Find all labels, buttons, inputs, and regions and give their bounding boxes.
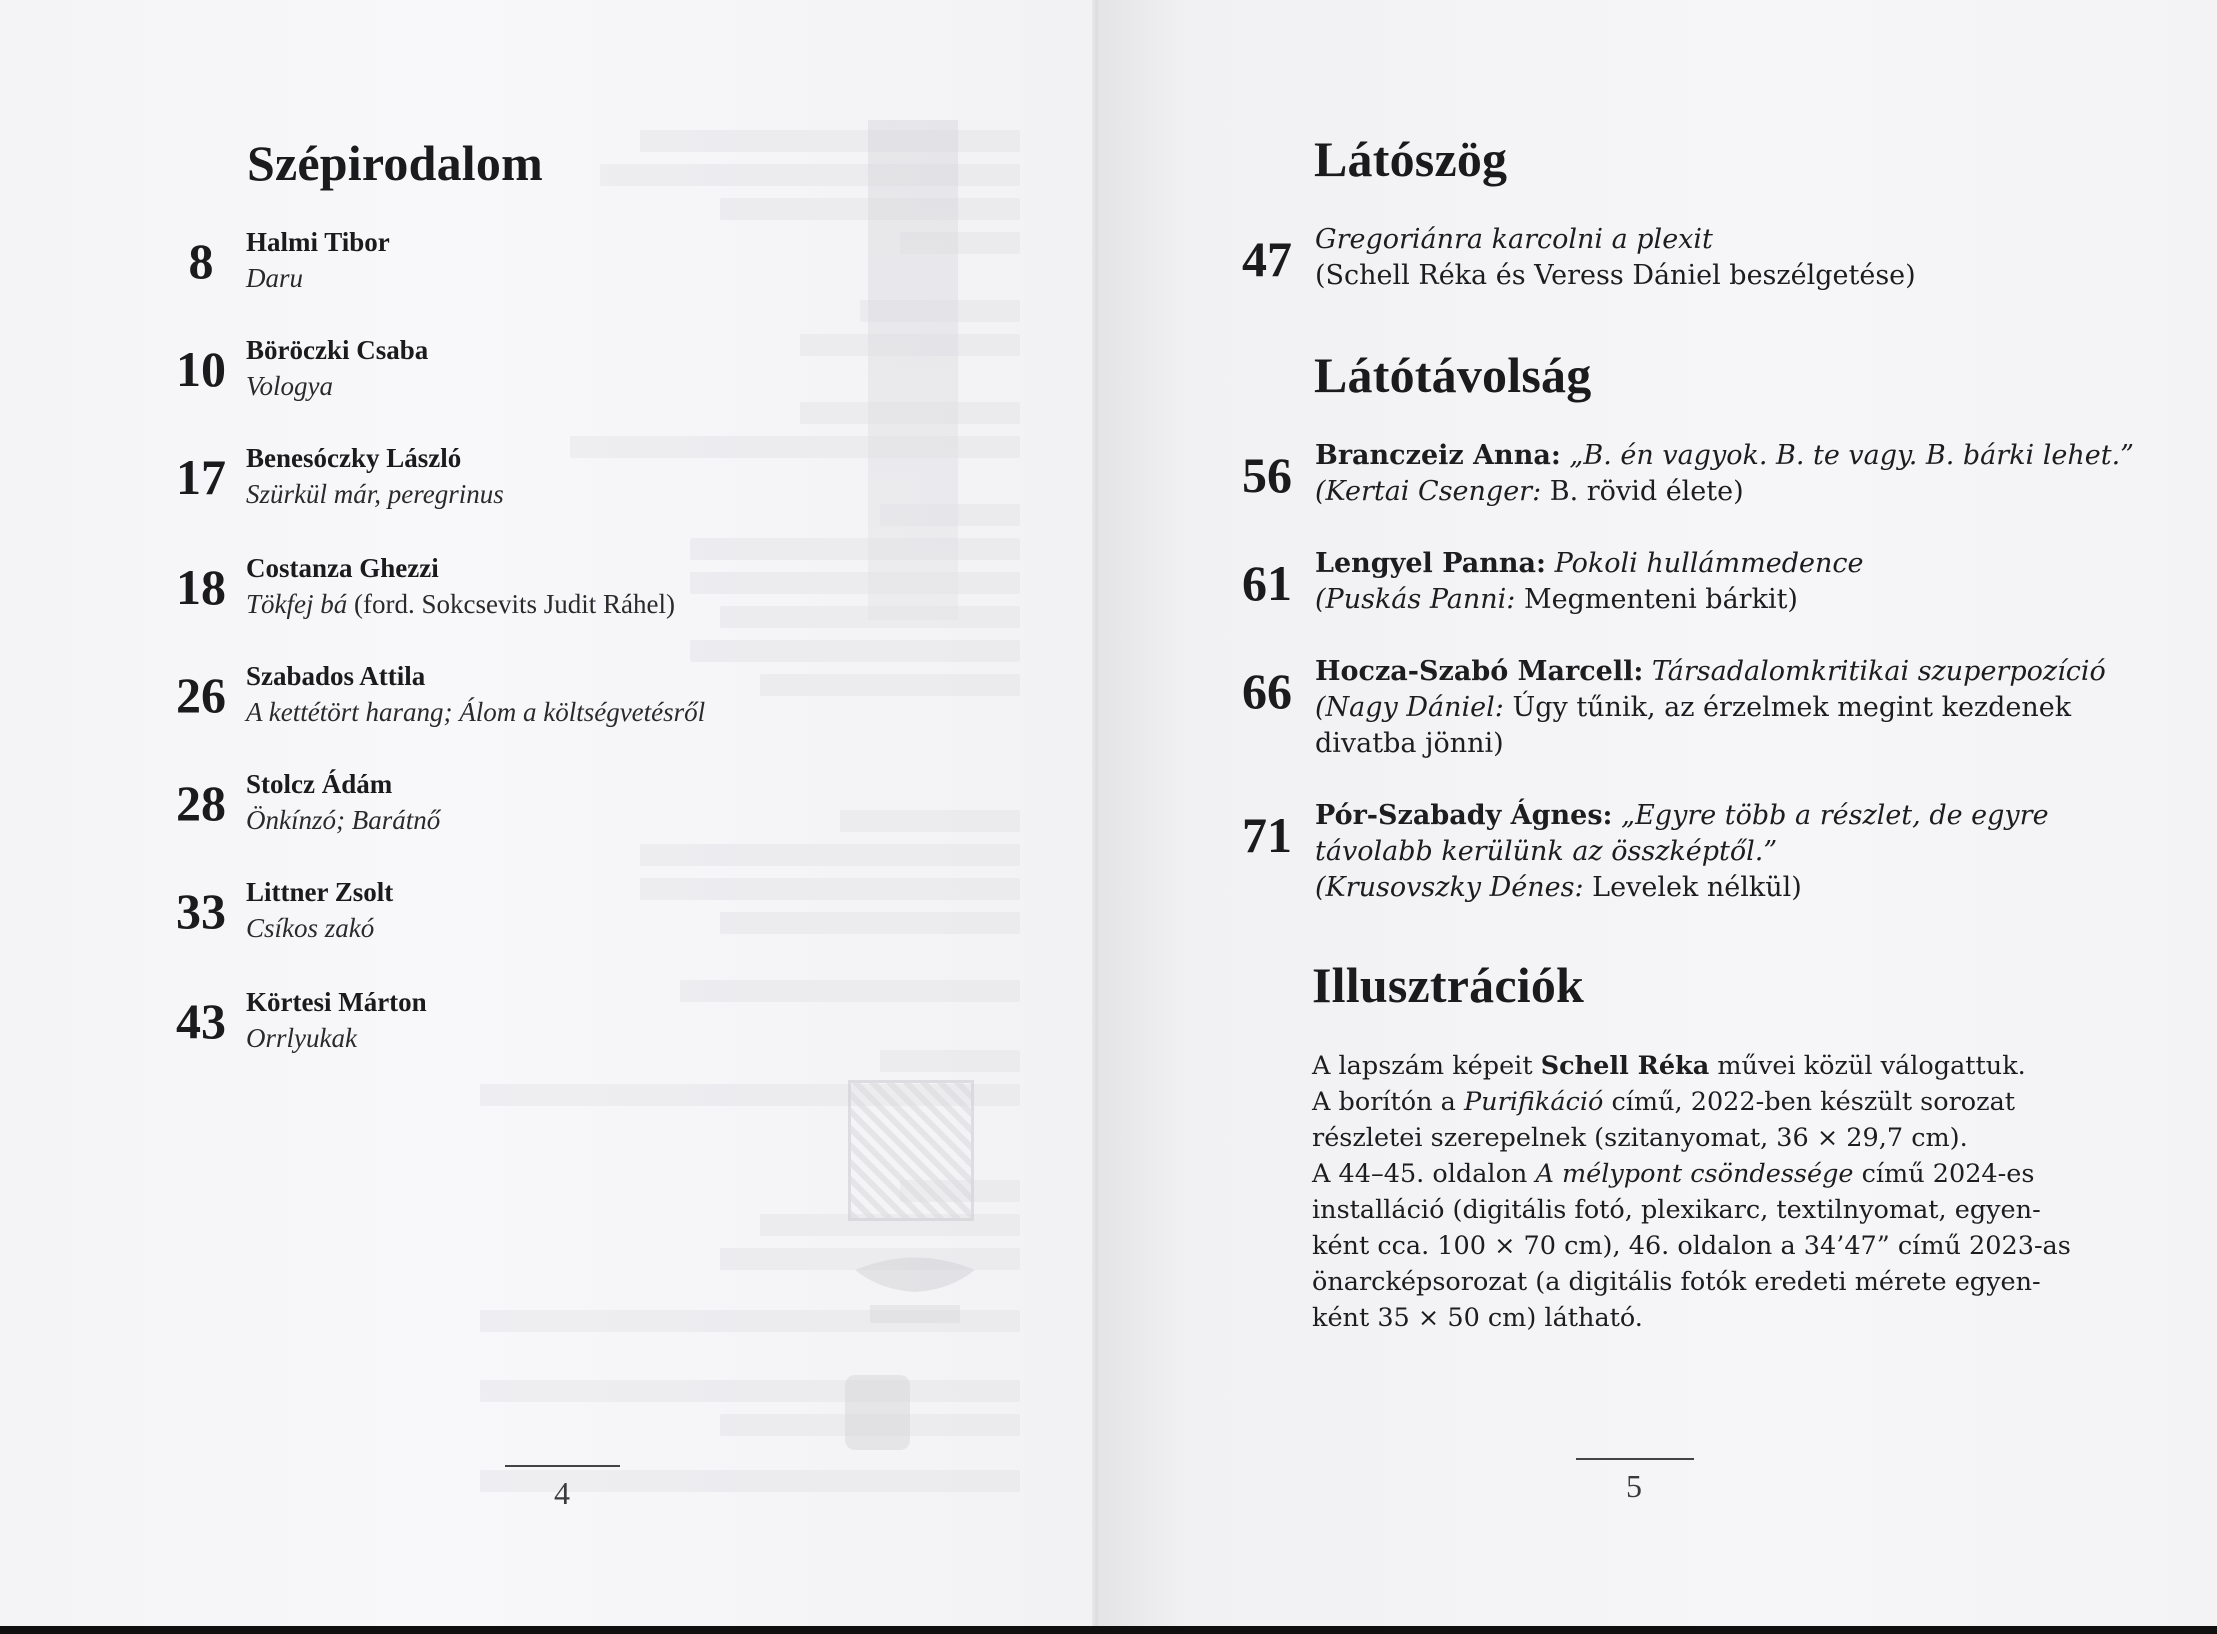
reviewer-name: (Kertai Csenger: [1315,476,1542,507]
review-title: Úgy tűnik, az érzelmek megint kezdenek [1503,692,2072,723]
author-name: Böröczki Csaba [246,335,429,365]
folio-rule [505,1465,620,1467]
section-title-latoszog: Látószög [1314,131,1508,187]
page-number: 18 [176,559,226,615]
page-number: 26 [176,667,226,723]
page-number: 61 [1242,555,1292,611]
work-title: Gregoriánra karcolni a plexit [1315,224,1713,255]
bleed-through-seal [845,1375,910,1450]
review-title: Levelek nélkül) [1583,872,1802,903]
author-name: Szabados Attila [246,661,426,691]
work-title: Tökfej bá [246,589,348,619]
page-number: 28 [176,775,226,831]
translator-note: (ford. Sokcsevits Judit Ráhel) [347,589,675,619]
page-folio: 4 [554,1475,570,1511]
page-number: 66 [1242,663,1292,719]
page-number: 43 [176,993,226,1049]
artwork-title: A mélypont csöndessége [1535,1159,1854,1189]
bleed-through-qr-code [848,1080,974,1221]
work-title: Vologya [246,371,333,401]
author-name: Lengyel Panna: [1315,548,1546,579]
folio-rule [1576,1458,1694,1460]
artwork-title: Purifikáció [1463,1087,1604,1117]
work-title: Csíkos zakó [246,913,375,943]
work-subtitle: (Schell Réka és Veress Dániel beszélgetése) [1315,260,1916,291]
review-title: Megmenteni bárkit) [1515,584,1798,615]
work-title: „B. én vagyok. B. te vagy. B. bárki lehet.” [1560,440,2134,471]
work-title: Daru [246,263,304,293]
page-number: 56 [1242,447,1292,503]
work-title: Pokoli hullámmedence [1546,548,1864,579]
reviewer-name: (Puskás Panni: [1315,584,1516,615]
review-title-cont: divatba jönni) [1315,728,1504,759]
section-title-latotavolsag: Látótávolság [1314,347,1592,403]
artist-name: Schell Réka [1540,1051,1710,1081]
reviewer-name: (Krusovszky Dénes: [1315,872,1584,903]
author-name: Littner Zsolt [246,877,394,907]
left-page [0,0,1098,1634]
page-number: 47 [1242,231,1292,287]
author-name: Halmi Tibor [246,227,390,257]
work-title: Társadalomkritikai szuperpozíció [1643,656,2106,687]
section-title-illusztraciok: Illusztrációk [1312,957,1585,1013]
bleed-through-bird-logo [850,1250,980,1330]
author-name: Benesóczky László [246,443,462,473]
work-title: Szürkül már, peregrinus [246,479,504,509]
page-number: 71 [1242,807,1292,863]
author-name: Körtesi Márton [246,987,427,1017]
section-title-szepirodalom: Szépirodalom [247,135,543,191]
work-title: Önkínzó; Barátnő [246,805,441,835]
page-number: 17 [176,449,226,505]
page-number: 33 [176,883,226,939]
page-number: 8 [188,233,214,289]
author-name: Stolcz Ádám [246,769,393,799]
work-title: „Egyre több a részlet, de egyre [1612,800,2049,831]
author-name: Hocza-Szabó Marcell: [1315,656,1644,687]
bleed-through-logo [868,120,958,620]
reviewer-name: (Nagy Dániel: [1315,692,1504,723]
work-title: Orrlyukak [246,1023,357,1053]
work-title-cont: távolabb kerülünk az összképtől.” [1315,836,1778,867]
work-title: A kettétört harang; Álom a költségvetésről [246,697,706,727]
illustrations-paragraph: A lapszám képeit Schell Réka művei közül válogattuk. A borítón a Purifikáció című, 2022-ben készült sorozat részletei szerepelnek (szitanyomat, 36 × 29,7 cm). A 44–45. oldalon A mélypont csöndessége című 2024-es installáció (digitális fotó, plexikarc, textilnyomat, egyen- ként cca. 100 × 70 cm), 46. oldalon a 34’47” című 2023-as önarcképsorozat (a digitális fotók eredeti mérete egyen- ként 35 × 50 cm) látható. [1312,1051,2071,1333]
scan-bottom-edge [0,1626,2217,1634]
page-number: 10 [176,341,226,397]
review-title: B. rövid élete) [1541,476,1744,507]
author-name: Pór-Szabady Ágnes: [1315,800,1613,831]
author-name: Costanza Ghezzi [246,553,439,583]
page-folio: 5 [1626,1468,1642,1504]
author-name: Branczeiz Anna: [1315,440,1561,471]
